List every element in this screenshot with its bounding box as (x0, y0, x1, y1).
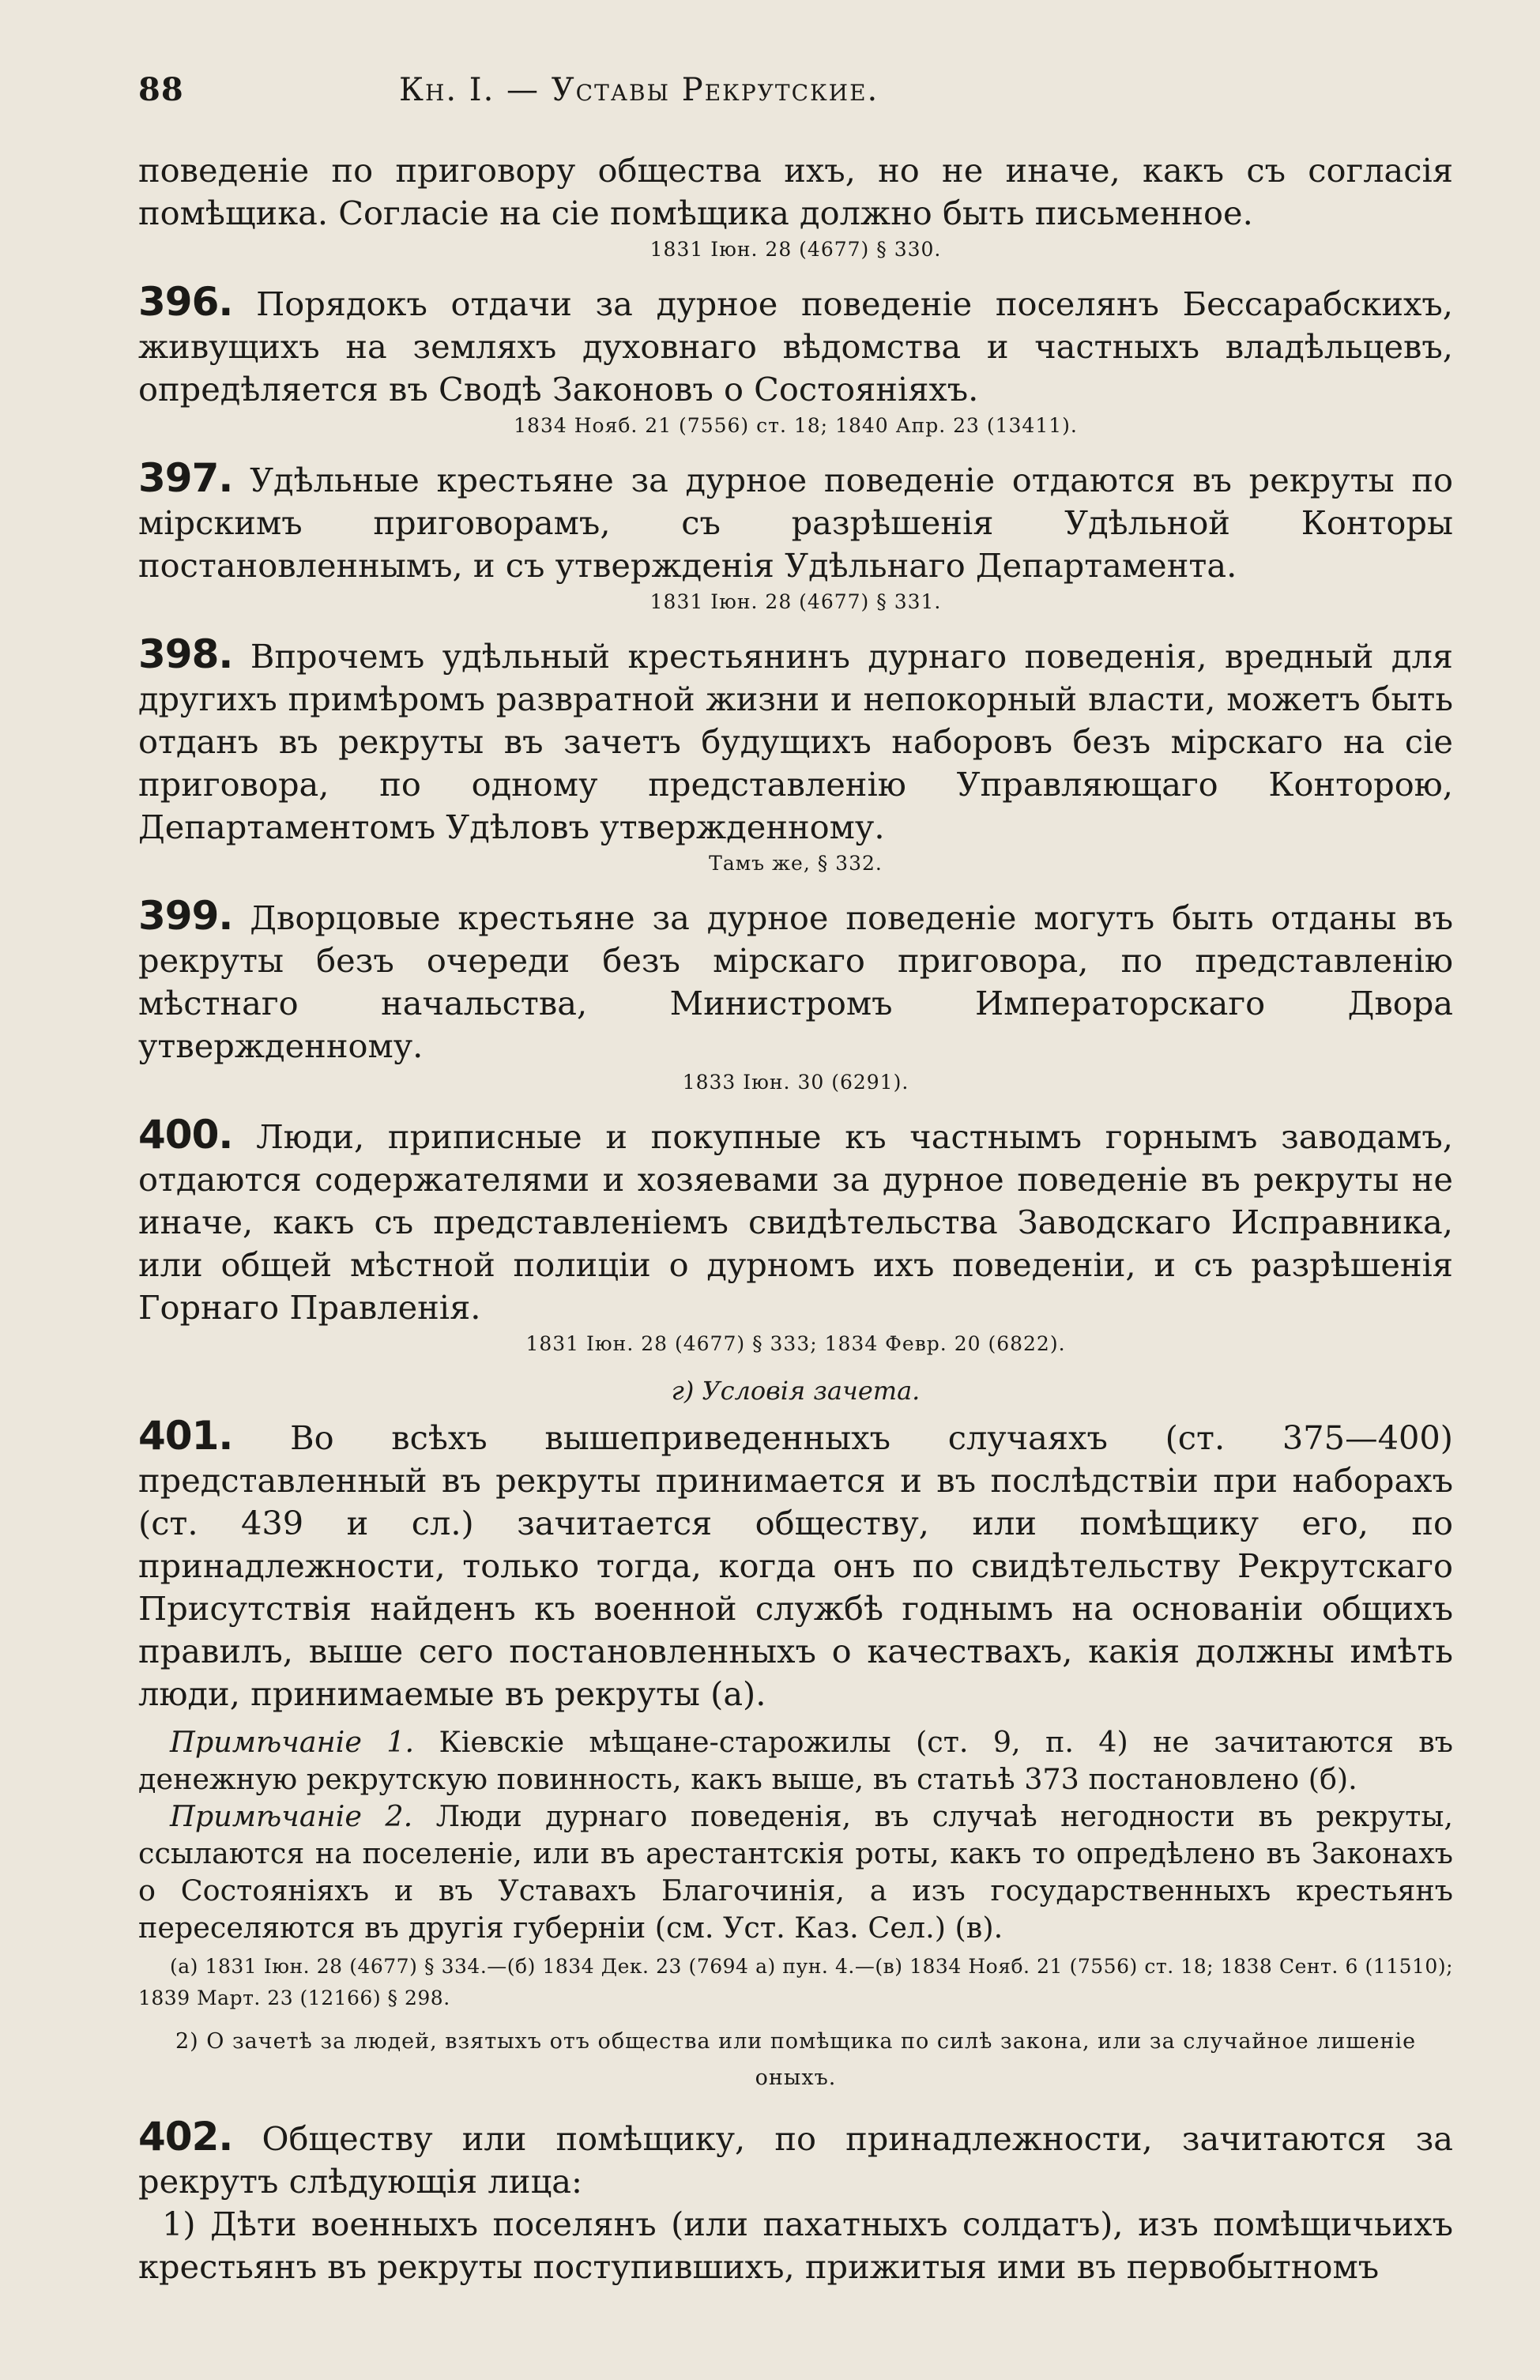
article-number: 402. (138, 2114, 233, 2160)
article-number: 399. (138, 893, 233, 939)
citation: 1831 Іюн. 28 (4677) § 333; 1834 Февр. 20 (6822). (525, 1332, 1066, 1355)
subsection-heading: г) Условія зачета. (671, 1376, 921, 1406)
note-label: Примѣчаніе 1. (170, 1725, 415, 1759)
article-number: 397. (138, 455, 233, 501)
citation: 1834 Нояб. 21 (7556) ст. 18; 1840 Апр. 23 (13411). (514, 414, 1078, 437)
article-text: Удѣльные крестьяне за дурное поведеніе отдаются въ рекруты по мірскимъ приговорамъ, съ разрѣшенія Удѣльной Конторы постановленнымъ, и съ утвержденія Удѣльнаго Департамента. (138, 461, 1453, 585)
article-number: 398. (138, 631, 233, 677)
note-text: Люди дурнаго поведенія, въ случаѣ негодности въ рекруты, ссылаются на поселеніе, или въ арестантскія роты, какъ то опредѣлено въ Законахъ о Состояніяхъ и въ Уставахъ Благочинія, а изъ государственныхъ крестьянъ переселяются въ другія губерніи (см. Уст. Каз. Сел.) (в). (138, 1799, 1453, 1945)
article-text: Порядокъ отдачи за дурное поведеніе поселянъ Бессарабскихъ, живущихъ на земляхъ духовнаго вѣдомства и частныхъ владѣльцевъ, опредѣляется въ Сводѣ Законовъ о Состояніяхъ. (138, 284, 1454, 409)
article-text: Обществу или помѣщику, по принадлежности, зачитаются за рекрутъ слѣдующія лица: (138, 2119, 1453, 2201)
note-1 (138, 1723, 1453, 1798)
article-402 (138, 2115, 1453, 2288)
article-399 (138, 894, 1453, 1096)
source-references: (а) 1831 Іюн. 28 (4677) § 334.—(б) 1834 Дек. 23 (7694 а) пун. 4.—(в) 1834 Нояб. 21 (7556) ст. 18; 1838 Сент. 6 (11510); 1839 Март. 23 (12166) § 298. (138, 1955, 1453, 2009)
citation: 1833 Іюн. 30 (6291). (682, 1071, 909, 1094)
page-number: 88 (138, 71, 184, 108)
article-396 (138, 281, 1453, 439)
citation: 1831 Іюн. 28 (4677) § 331. (650, 590, 942, 613)
article-number: 400. (138, 1112, 233, 1158)
article-401 (138, 1414, 1453, 2014)
article-text: Дворцовые крестьяне за дурное поведеніе могутъ быть отданы въ рекруты безъ очереди безъ мірскаго приговора, по представленію мѣстнаго начальства, Министромъ Императорскаго Двора утвержденному. (138, 898, 1453, 1065)
note-label: Примѣчаніе 2. (170, 1799, 413, 1833)
running-title: Кн. I. — Уставы Рекрутские. (399, 72, 879, 108)
article-398 (138, 633, 1453, 877)
article-number: 396. (138, 279, 233, 325)
article-text: Во всѣхъ вышеприведенныхъ случаяхъ (ст. 375—400) представленный въ рекруты принимается и въ послѣдствіи при наборахъ (ст. 439 и сл.) зачитается обществу, или помѣщику его, по принадлежности, только тогда, когда онъ по свидѣтельству Рекрутскаго Присутствія найденъ къ военной службѣ годнымъ на основаніи общихъ правилъ, выше сего постановленныхъ о качествахъ, какія должны имѣть люди, принимаемые въ рекруты (а). (138, 1418, 1453, 1713)
article-text: Впрочемъ удѣльный крестьянинъ дурнаго поведенія, вредный для другихъ примѣромъ развратной жизни и непокорный власти, можетъ быть отданъ въ рекруты въ зачетъ будущихъ наборовъ безъ мірскаго на сіе приговора, по одному представленію Управляющаго Конторою, Департаментомъ Удѣловъ утвержденному. (138, 637, 1453, 846)
note-2 (138, 1798, 1453, 1946)
article-text: Люди, приписные и покупные къ частнымъ горнымъ заводамъ, отдаются содержателями и хозяевами за дурное поведеніе въ рекруты не иначе, какъ съ представленіемъ свидѣтельства Заводскаго Исправника, или общей мѣстной полиціи о дурномъ ихъ поведеніи, и съ разрѣшенія Горнаго Правленія. (138, 1117, 1453, 1327)
citation: 1831 Іюн. 28 (4677) § 330. (650, 238, 942, 261)
page-header (138, 71, 1453, 108)
list-item: 1) Дѣти военныхъ поселянъ (или пахатныхъ солдатъ), изъ помѣщичьихъ крестьянъ въ рекруты поступившихъ, прижитыя ими въ первобытномъ (138, 2205, 1453, 2286)
section-heading: 2) О зачетѣ за людей, взятыхъ отъ общества или помѣщика по силѣ закона, или за случайное лишеніе оныхъ. (175, 2029, 1417, 2090)
note-text: Кіевскіе мѣщане-старожилы (ст. 9, п. 4) не зачитаются въ денежную рекрутскую повинность, какъ выше, въ статьѣ 373 постановлено (б). (138, 1725, 1453, 1796)
article-397 (138, 457, 1453, 616)
article-number: 401. (138, 1413, 233, 1459)
citation: Тамъ же, § 332. (709, 852, 883, 875)
article-400 (138, 1113, 1453, 1358)
continuation-paragraph: поведеніе по приговору общества ихъ, но не иначе, какъ съ согласія помѣщика. Согласіе на сіе помѣщика должно быть письменное. (138, 151, 1453, 232)
